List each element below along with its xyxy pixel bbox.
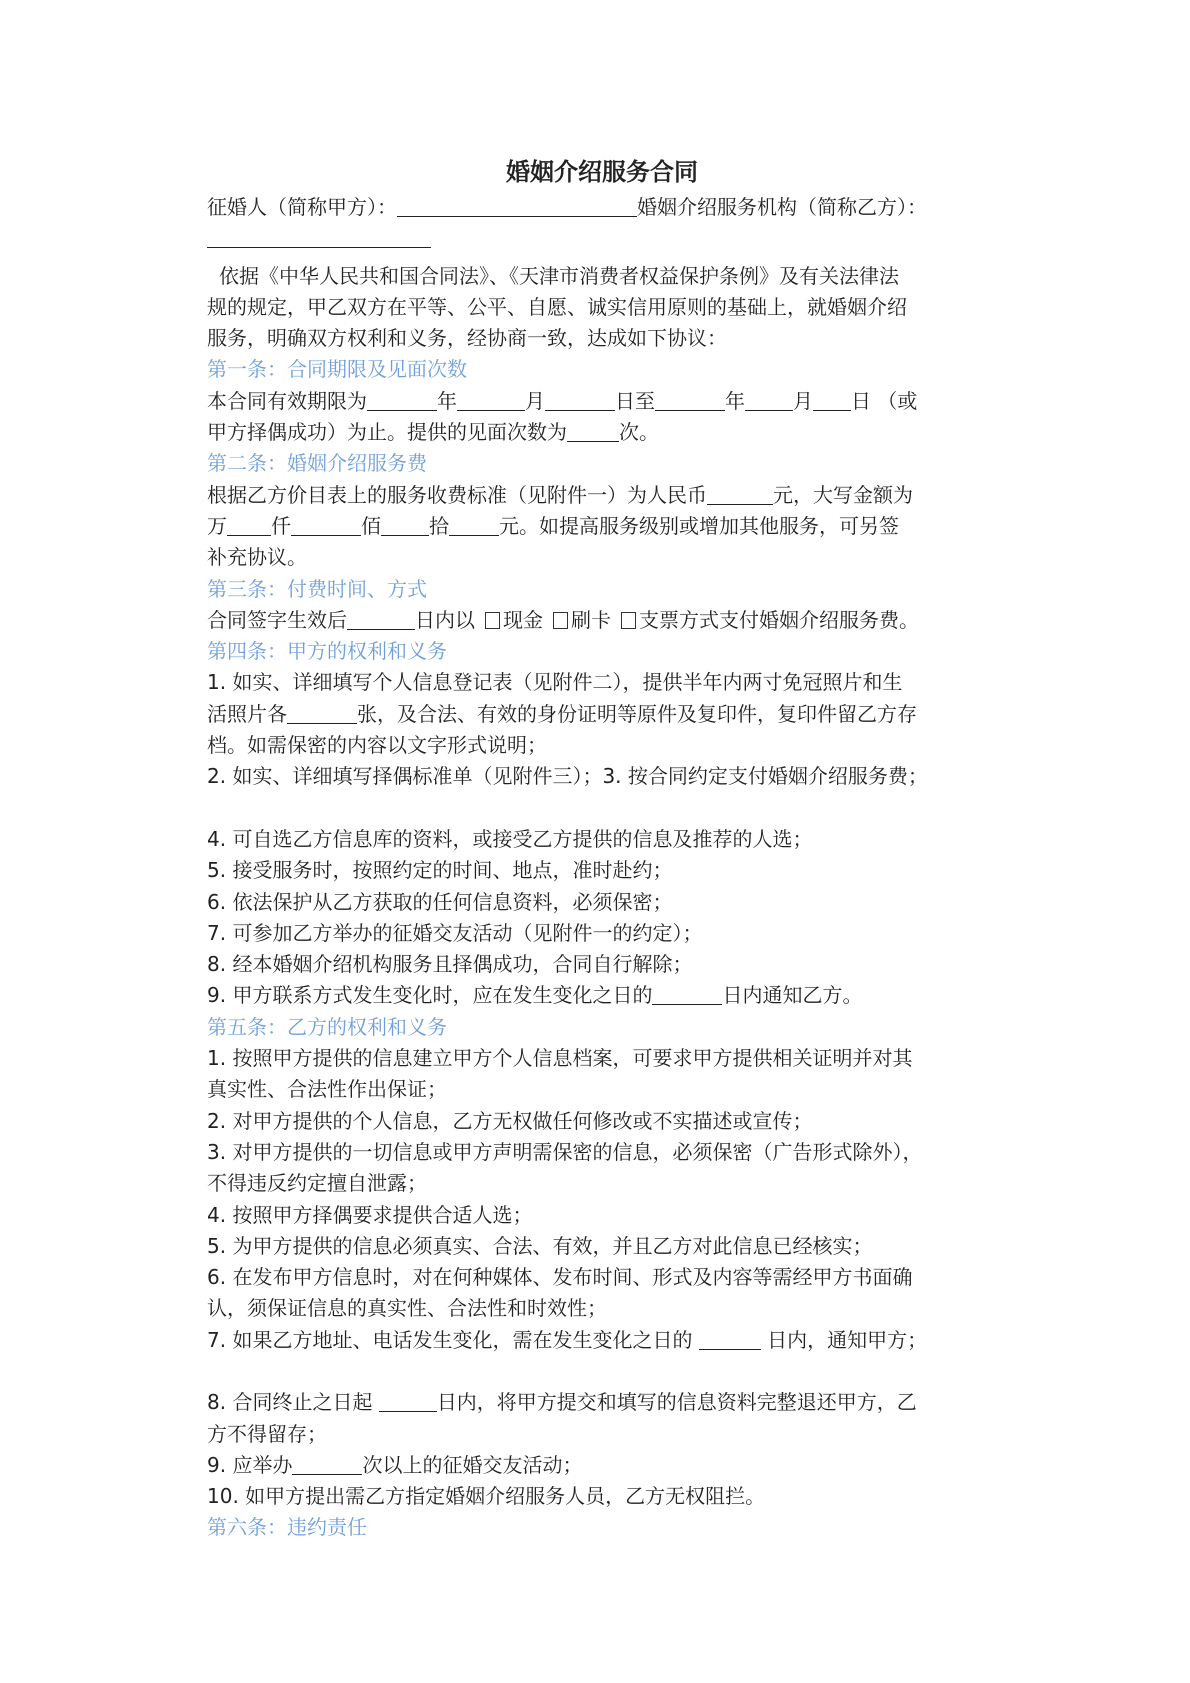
article-2-line-1 xyxy=(207,480,997,511)
art4-item-1-b xyxy=(207,699,997,730)
art5-item-1-a: 1. 按照甲方提供的信息建立甲方个人信息档案，可要求甲方提供相关证明并对其 xyxy=(207,1046,913,1071)
art4-text: 活照片各 xyxy=(207,701,287,726)
day-or-label: 日 （或 xyxy=(851,388,918,413)
art1-text-2: 甲方择偶成功）为止。提供的见面次数为 xyxy=(207,420,567,445)
art4-text-3: 9. 甲方联系方式发生变化时，应在发生变化之日的 xyxy=(207,983,653,1008)
art4-item-2: 2. 如实、详细填写择偶标准单（见附件三）；3. 按合同约定支付婚姻介绍服务费； xyxy=(207,764,928,789)
meeting-count-blank[interactable] xyxy=(567,421,619,442)
fee-amount-blank[interactable] xyxy=(707,484,773,505)
art5-item-10: 10. 如甲方提出需乙方指定婚姻介绍服务人员，乙方无权阻拦。 xyxy=(207,1484,766,1509)
party-a-blank[interactable] xyxy=(397,196,637,217)
art4-item-8: 8. 经本婚姻介绍机构服务且择偶成功，合同自行解除； xyxy=(207,952,693,977)
art5-item-7 xyxy=(207,1325,997,1356)
start-year-blank[interactable] xyxy=(367,390,437,411)
art5-text-2: 日内，通知甲方； xyxy=(767,1327,928,1352)
art4-item-4: 4. 可自选乙方信息库的资料，或接受乙方提供的信息及推荐的人选； xyxy=(207,826,813,851)
parties-line xyxy=(207,192,997,223)
return-days-blank[interactable] xyxy=(379,1391,437,1412)
article-5-heading: 第五条：乙方的权利和义务 xyxy=(207,1014,447,1039)
art5-text-5: 9. 应举办 xyxy=(207,1452,293,1477)
art4-item-5: 5. 接受服务时，按照约定的时间、地点，准时赴约； xyxy=(207,858,673,883)
art5-text-3: 8. 合同终止之日起 xyxy=(207,1390,373,1415)
art5-item-1-b: 真实性、合法性作出保证； xyxy=(207,1077,447,1102)
wan-blank[interactable] xyxy=(227,515,271,536)
art2-text-3: 元。如提高服务级别或增加其他服务，可另签 xyxy=(499,513,899,538)
intro-line-3: 服务，明确双方权利和义务，经协商一致，达成如下协议： xyxy=(207,326,727,351)
spacer xyxy=(207,793,997,824)
art3-text: 合同签字生效后 xyxy=(207,607,347,632)
art2-text: 根据乙方价目表上的服务收费标准（见附件一）为人民币 xyxy=(207,482,707,507)
shi-label: 拾 xyxy=(429,513,449,538)
year-label-2: 年 xyxy=(725,388,745,413)
art5-text-6: 次以上的征婚交友活动； xyxy=(362,1452,583,1477)
art5-text: 7. 如果乙方地址、电话发生变化，需在发生变化之日的 xyxy=(207,1327,693,1352)
contract-body xyxy=(207,152,997,1544)
art4-item-1-c: 档。如需保密的内容以文字形式说明； xyxy=(207,733,547,758)
art5-item-6-a: 6. 在发布甲方信息时，对在何种媒体、发布时间、形式及内容等需经甲方书面确 xyxy=(207,1265,913,1290)
art5-item-9 xyxy=(207,1450,997,1481)
spacer-2 xyxy=(207,1356,997,1387)
cheque-checkbox[interactable] xyxy=(621,612,636,629)
b-notify-days-blank[interactable] xyxy=(699,1329,761,1350)
article-3-heading: 第三条：付费时间、方式 xyxy=(207,576,427,601)
article-3-line-1 xyxy=(207,605,997,636)
party-b-blank[interactable] xyxy=(207,227,431,248)
day-to-label: 日至 xyxy=(615,388,655,413)
art5-text-4: 日内，将甲方提交和填写的信息资料完整退还甲方，乙 xyxy=(436,1390,917,1415)
art5-item-3-a: 3. 对甲方提供的一切信息或甲方声明需保密的信息，必须保密（广告形式除外）， xyxy=(207,1139,923,1164)
article-1-heading: 第一条：合同期限及见面次数 xyxy=(207,357,467,382)
start-day-blank[interactable] xyxy=(545,390,615,411)
art5-item-4: 4. 按照甲方择偶要求提供合适人选； xyxy=(207,1202,533,1227)
intro-line-2: 规的规定，甲乙双方在平等、公平、自愿、诚实信用原则的基础上，就婚姻介绍 xyxy=(207,294,907,319)
art1-text: 本合同有效期限为 xyxy=(207,388,367,413)
art4-text-2: 张，及合法、有效的身份证明等原件及复印件，复印件留乙方存 xyxy=(357,701,917,726)
end-year-blank[interactable] xyxy=(655,390,725,411)
art5-item-5: 5. 为甲方提供的信息必须真实、合法、有效，并且乙方对此信息已经核实； xyxy=(207,1233,873,1258)
cheque-label: 支票方式支付婚姻介绍服务费。 xyxy=(639,607,919,632)
year-label: 年 xyxy=(437,388,457,413)
wan-label: 万 xyxy=(207,513,227,538)
article-4-heading: 第四条：甲方的权利和义务 xyxy=(207,639,447,664)
art4-item-9 xyxy=(207,980,997,1011)
art4-item-1-a: 1. 如实、详细填写个人信息登记表（见附件二），提供半年内两寸免冠照片和生 xyxy=(207,670,903,695)
qian-label: 仟 xyxy=(271,513,291,538)
month-label: 月 xyxy=(525,388,545,413)
cash-label: 现金 xyxy=(503,607,543,632)
art5-item-6-b: 认，须保证信息的真实性、合法性和时效性； xyxy=(207,1296,607,1321)
times-label: 次。 xyxy=(619,420,659,445)
party-a-label: 征婚人（简称甲方）： xyxy=(207,195,397,219)
art5-item-8-b: 方不得留存； xyxy=(207,1421,327,1446)
article-2-heading: 第二条：婚姻介绍服务费 xyxy=(207,451,427,476)
shi-blank[interactable] xyxy=(449,515,499,536)
art4-item-6: 6. 依法保护从乙方获取的任何信息资料，必须保密； xyxy=(207,889,673,914)
article-1-line-1 xyxy=(207,386,997,417)
page-title: 婚姻介绍服务合同 xyxy=(506,158,698,186)
photo-count-blank[interactable] xyxy=(287,703,357,724)
end-month-blank[interactable] xyxy=(745,390,793,411)
month-label-2: 月 xyxy=(793,388,813,413)
card-checkbox[interactable] xyxy=(553,612,568,629)
article-2-line-3: 补充协议。 xyxy=(207,545,307,570)
art4-text-4: 日内通知乙方。 xyxy=(722,983,863,1008)
card-label: 刷卡 xyxy=(571,607,611,632)
party-b-line xyxy=(207,223,997,254)
art5-item-3-b: 不得违反约定擅自泄露； xyxy=(207,1171,427,1196)
art2-text-2: 元，大写金额为 xyxy=(773,482,913,507)
art5-item-2: 2. 对甲方提供的个人信息，乙方无权做任何修改或不实描述或宣传； xyxy=(207,1108,813,1133)
start-month-blank[interactable] xyxy=(457,390,525,411)
party-b-label: 婚姻介绍服务机构（简称乙方）： xyxy=(637,195,927,219)
cash-checkbox[interactable] xyxy=(485,612,500,629)
bai-blank[interactable] xyxy=(381,515,429,536)
art4-item-7: 7. 可参加乙方举办的征婚交友活动（见附件一的约定）； xyxy=(207,920,703,945)
payment-days-blank[interactable] xyxy=(347,609,415,630)
art3-text-2: 日内以 xyxy=(415,607,475,632)
intro-line-1: 依据《中华人民共和国合同法》、《天津市消费者权益保护条例》及有关法律法 xyxy=(219,263,899,288)
notify-days-blank[interactable] xyxy=(652,984,722,1005)
activity-count-blank[interactable] xyxy=(292,1454,362,1475)
bai-label: 佰 xyxy=(361,513,381,538)
end-day-blank[interactable] xyxy=(813,390,851,411)
article-1-line-2 xyxy=(207,417,997,448)
art5-item-8-a xyxy=(207,1387,997,1418)
article-6-heading: 第六条：违约责任 xyxy=(207,1515,367,1540)
qian-blank[interactable] xyxy=(291,515,361,536)
article-2-line-2 xyxy=(207,511,997,542)
